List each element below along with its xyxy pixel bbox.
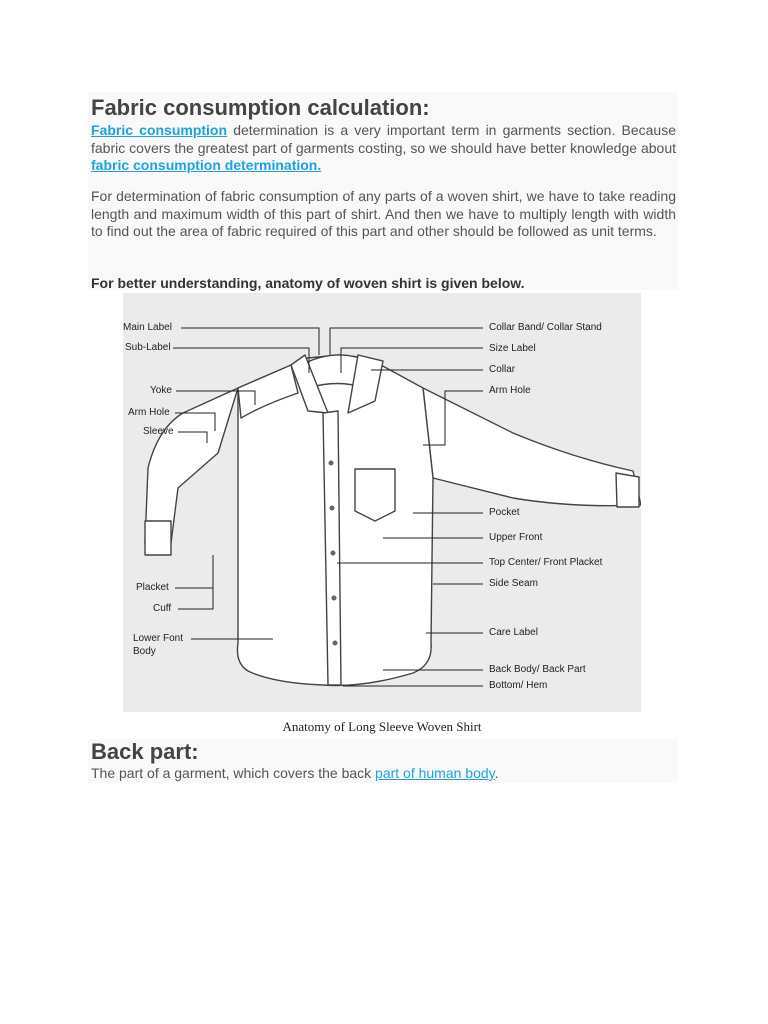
fabric-consumption-determination-link[interactable]: fabric consumption determination. — [91, 157, 322, 173]
label-placket: Placket — [136, 582, 169, 593]
label-collar: Collar — [489, 364, 516, 375]
back-part-text: The part of a garment, which covers the back — [91, 765, 376, 781]
anatomy-intro: For better understanding, anatomy of woven shirt is given below. — [91, 275, 525, 291]
label-top-center: Top Center/ Front Placket — [489, 557, 603, 568]
section-fabric-consumption — [88, 92, 678, 290]
label-lower-front-body: Body — [133, 646, 156, 657]
label-back-body: Back Body/ Back Part — [489, 664, 586, 675]
back-part-paragraph — [91, 765, 499, 781]
figure-caption: Anatomy of Long Sleeve Woven Shirt — [282, 719, 482, 734]
left-cuff — [145, 521, 171, 555]
shirt-illustration — [123, 293, 641, 712]
determination-paragraph: For determination of fabric consumption of any parts of a woven shirt, we have to take reading length and maximum width of this part of shirt. And then we have to multiply length with width to find out the area of fabric required of this part and other should be followed as unit terms. — [91, 188, 676, 239]
pocket — [355, 469, 395, 521]
human-body-link[interactable]: part of human body — [375, 765, 495, 781]
shirt-anatomy-figure — [123, 293, 641, 712]
label-arm-hole-right: Arm Hole — [489, 385, 531, 396]
label-care-label: Care Label — [489, 627, 538, 638]
label-sub-label: Sub-Label — [125, 342, 171, 353]
label-pocket: Pocket — [489, 507, 520, 518]
section-title-back-part: Back part: — [91, 739, 199, 764]
label-size-label: Size Label — [489, 343, 536, 354]
label-yoke: Yoke — [150, 385, 172, 396]
section-back-part — [88, 739, 678, 783]
label-cuff: Cuff — [153, 603, 172, 614]
intro-text: determination is a very important term in garments section. Because fabric covers the greatest part of garments costing, so we should have better knowledge about — [91, 122, 676, 156]
label-arm-hole-left: Arm Hole — [128, 407, 170, 418]
intro-paragraph — [91, 122, 676, 175]
right-sleeve — [423, 388, 641, 506]
label-side-seam: Side Seam — [489, 578, 538, 589]
back-part-text-end: . — [494, 765, 499, 781]
label-lower-front: Lower Font — [133, 633, 184, 644]
section-title: Fabric consumption calculation: — [91, 95, 430, 120]
label-bottom-hem: Bottom/ Hem — [489, 680, 548, 691]
label-main-label: Main Label — [123, 322, 172, 333]
label-collar-band: Collar Band/ Collar Stand — [489, 322, 602, 333]
fabric-consumption-link[interactable]: Fabric consumption — [91, 122, 228, 138]
label-upper-front: Upper Front — [489, 532, 543, 543]
label-sleeve: Sleeve — [143, 426, 174, 437]
right-cuff — [616, 473, 639, 507]
